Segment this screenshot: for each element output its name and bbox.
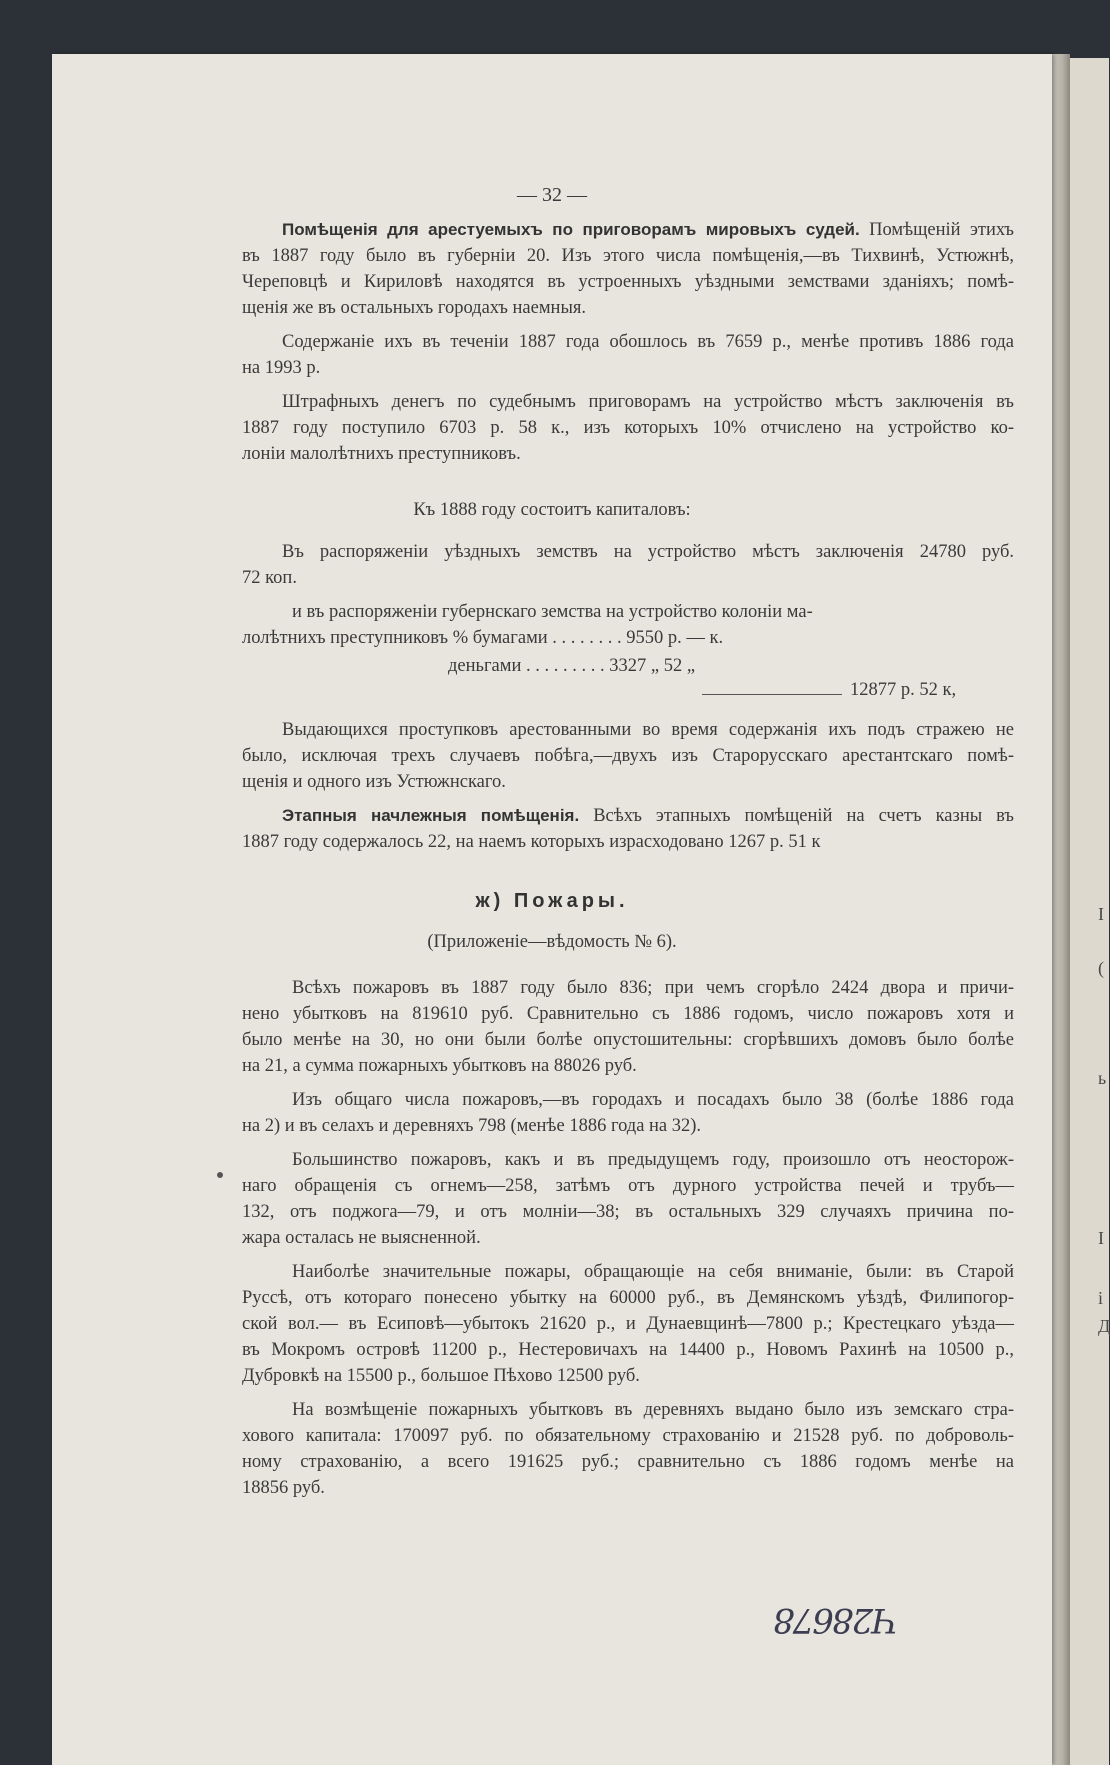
ink-speck: [217, 1172, 223, 1178]
paragraph-line: На возмѣщеніе пожарныхъ убытковъ въ деревняхъ выдано было изъ земскаго стра-: [292, 1400, 1014, 1420]
adjacent-page-fragment: Д: [1098, 1316, 1110, 1336]
adjacent-page-fragment: І: [1098, 904, 1104, 924]
section-title: ж) Пожары.: [475, 890, 629, 912]
paragraph-line: лолѣтнихъ преступниковъ % бумагами . . . . . . . . 9550 р. — к.: [242, 628, 724, 648]
paragraph-line: Выдающихся проступковъ арестованными во время содержанія ихъ подъ стражею не: [282, 720, 1014, 740]
paragraph-line: [282, 220, 1014, 241]
paragraph-line: на 1993 р.: [242, 358, 321, 378]
paragraph-line: ному страхованію, а всего 191625 руб.; сравнительно съ 1886 годомъ менѣе на: [242, 1452, 1014, 1472]
section-subtitle: (Приложеніе—вѣдомость № 6).: [427, 932, 677, 952]
adjacent-page-fragment: ь: [1098, 1068, 1107, 1088]
paragraph-line: лоніи малолѣтнихъ преступниковъ.: [242, 444, 521, 464]
paragraph-line: 1887 году содержалось 22, на наемъ которыхъ израсходовано 1267 р. 51 к: [242, 832, 821, 852]
paragraph-line: жара осталась не выясненной.: [242, 1228, 481, 1248]
section-heading-inline: Помѣщенія для арестуемыхъ по приговорамъ мировыхъ судей.: [282, 220, 860, 239]
page-number: — 32 —: [517, 184, 587, 206]
paragraph-line: 18856 руб.: [242, 1478, 325, 1498]
paragraph-line: на 21, а сумма пожарныхъ убытковъ на 88026 руб.: [242, 1056, 637, 1076]
paragraph-line: хового капитала: 170097 руб. по обязательному страхованію и 21528 руб. по доброволь-: [242, 1426, 1014, 1446]
adjacent-page-fragment: і: [1098, 1288, 1104, 1308]
handwritten-inventory-number: Ч28678: [775, 1600, 898, 1640]
paragraph-line: Всѣхъ пожаровъ въ 1887 году было 836; при чемъ сгорѣло 2424 двора и причи-: [292, 978, 1014, 998]
paragraph-line: наго обращенія съ огнемъ—258, затѣмъ отъ дурного устройства печей и трубъ—: [242, 1176, 1014, 1196]
capitals-title: Къ 1888 году состоитъ капиталовъ:: [413, 500, 691, 520]
capital-total: 12877 р. 52 к,: [850, 680, 957, 700]
paragraph-line: въ Мокромъ островѣ 11200 р., Нестеровичахъ на 14400 р., Новомъ Рахинѣ на 10500 р.,: [242, 1340, 1014, 1360]
paragraph-line: Большинство пожаровъ, какъ и въ предыдущемъ году, произошло отъ неосторож-: [292, 1150, 1014, 1170]
paragraph-line: ской вол.— въ Есиповѣ—убытокъ 21620 р., и Дунаевщинѣ—7800 р.; Крестецкаго уѣзда—: [242, 1314, 1014, 1334]
paragraph-line: на 2) и въ селахъ и деревняхъ 798 (менѣе 1886 года на 32).: [242, 1116, 702, 1136]
paragraph-line: Содержаніе ихъ въ теченіи 1887 года обошлось въ 7659 р., менѣе противъ 1886 года: [282, 332, 1014, 352]
section-heading-inline: Этапныя начлежныя помѣщенія.: [282, 806, 580, 825]
paragraph-line: Дубровкѣ на 15500 р., большое Пѣхово 12500 руб.: [242, 1366, 640, 1386]
text-run: Всѣхъ этапныхъ помѣщеній на счетъ казны въ: [593, 806, 1014, 826]
paragraph-line: въ 1887 году было въ губерніи 20. Изъ этого числа помѣщенія,—въ Тихвинѣ, Устюжнѣ,: [242, 246, 1014, 266]
paragraph-line: Руссѣ, отъ котораго понесено убытку на 60000 руб., въ Демянскомъ уѣздѣ, Филипогор-: [242, 1288, 1014, 1308]
paragraph-line: Изъ общаго числа пожаровъ,—въ городахъ и посадахъ было 38 (болѣе 1886 года: [292, 1090, 1014, 1110]
paragraph-line: щенія и одного изъ Устюжнскаго.: [242, 772, 506, 792]
paragraph-line: было менѣе на 30, но они были болѣе опустошительны: сгорѣвшихъ домовъ было болѣе: [242, 1030, 1014, 1050]
adjacent-page-edge: [1070, 58, 1109, 1765]
book-spine: [1052, 54, 1070, 1765]
adjacent-page-fragment: (: [1098, 958, 1104, 978]
paragraph-line: деньгами . . . . . . . . . 3327 „ 52 „: [448, 656, 696, 676]
text-run: Помѣщеній этихъ: [869, 220, 1014, 240]
paragraph-line: Череповцѣ и Кириловѣ находятся въ устроенныхъ уѣздными земствами зданіяхъ; помѣ-: [242, 272, 1014, 292]
paragraph-line: и въ распоряженіи губернскаго земства на устройство колоніи ма-: [292, 602, 813, 622]
paragraph-line: Наиболѣе значительные пожары, обращающіе на себя вниманіе, были: въ Старой: [292, 1262, 1014, 1282]
paragraph-line: было, исключая трехъ случаевъ побѣга,—двухъ изъ Старорусскаго арестантскаго помѣ-: [242, 746, 1014, 766]
sum-rule: [702, 694, 842, 695]
adjacent-page-fragment: І: [1098, 1228, 1104, 1248]
document-page: [52, 54, 1052, 1765]
paragraph-line: 132, отъ поджога—79, и отъ молніи—38; въ остальныхъ 329 случаяхъ причина по-: [242, 1202, 1014, 1222]
paragraph-line: щенія же въ остальныхъ городахъ наемныя.: [242, 298, 587, 318]
paragraph-line: Въ распоряженіи уѣздныхъ земствъ на устройство мѣстъ заключенія 24780 руб.: [282, 542, 1014, 562]
paragraph-line: [282, 806, 1014, 827]
paragraph-line: 72 коп.: [242, 568, 297, 588]
paragraph-line: Штрафныхъ денегъ по судебнымъ приговорамъ на устройство мѣстъ заключенія въ: [282, 392, 1014, 412]
paragraph-line: 1887 году поступило 6703 р. 58 к., изъ которыхъ 10% отчислено на устройство ко-: [242, 418, 1014, 438]
paragraph-line: нено убытковъ на 819610 руб. Сравнительно съ 1886 годомъ, число пожаровъ хотя и: [242, 1004, 1014, 1024]
